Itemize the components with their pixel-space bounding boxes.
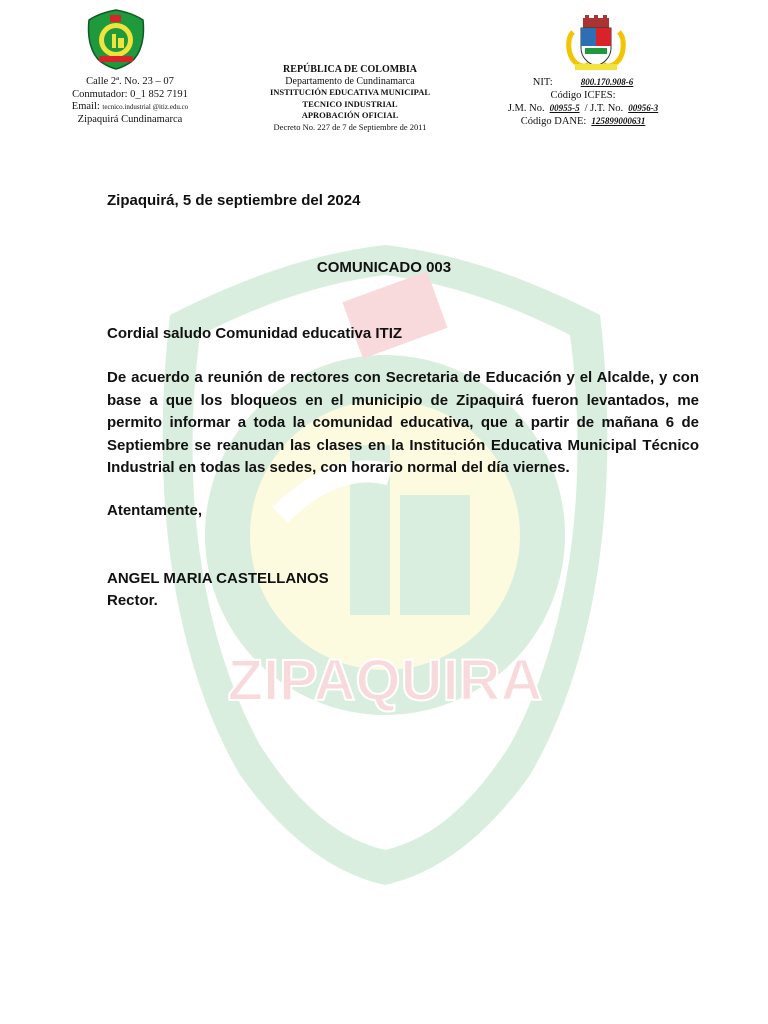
country: REPÚBLICA DE COLOMBIA: [283, 64, 417, 75]
watermark-label: ZIPAQUIRA: [227, 648, 543, 713]
letter-closing: Atentamente,: [107, 502, 203, 519]
header-contact-block: [20, 76, 240, 126]
dane-row: [478, 115, 688, 128]
school-shield-logo-icon: [85, 8, 147, 70]
dane-label: Código DANE:: [520, 116, 587, 127]
letter-title: COMUNICADO 003: [316, 259, 452, 276]
jm-value: 00955-5: [549, 103, 580, 113]
jt-value: 00956-3: [628, 103, 659, 113]
dane-value: 125899000631: [591, 116, 646, 126]
nit-label: NIT:: [532, 77, 553, 88]
signature-block: [107, 568, 329, 612]
header-institution-block: [215, 64, 485, 133]
letter-date: Zipaquirá, 5 de septiembre del 2024: [107, 192, 361, 209]
institution-type: TECNICO INDUSTRIAL: [302, 98, 398, 109]
icfes-label: Código ICFES:: [550, 90, 616, 101]
municipal-coat-of-arms-icon: [565, 14, 627, 72]
department: Departamento de Cundinamarca: [285, 75, 415, 87]
nit-value: 800.170.908-6: [580, 77, 634, 87]
nit-row: [478, 76, 688, 89]
address: Calle 2ª. No. 23 – 07: [86, 76, 174, 87]
email-label: Email:: [71, 101, 100, 112]
email-address[interactable]: tecnico.industrial @itiz.edu.co: [102, 103, 189, 111]
city: Zipaquirá Cundinamarca: [77, 113, 183, 125]
phone: Conmutador: 0_1 852 7191: [72, 88, 188, 100]
letter-greeting: Cordial saludo Comunidad educativa ITIZ: [107, 325, 403, 342]
jt-label: / J.T. No.: [584, 103, 624, 114]
decree: Decreto No. 227 de 7 de Septiembre de 2011: [273, 121, 427, 132]
email-line: [20, 101, 240, 114]
jm-label: J.M. No.: [507, 103, 545, 114]
letter-paragraph: De acuerdo a reunión de rectores con Secretaria de Educación y el Alcalde, y con base a que los bloqueos en el municipio de Zipaquirá fueron levantados, me permito informar a toda la comunidad educativa, que a partir de mañana 6 de Septiembre se reanudan las clases en la Institución Educativa Municipal Técnico Industrial en todas las sedes, con horario normal del día viernes.: [107, 369, 699, 476]
institution-name: INSTITUCIÓN EDUCATIVA MUNICIPAL: [269, 87, 431, 97]
signer-title: Rector.: [107, 592, 158, 609]
jm-jt-row: [478, 102, 688, 115]
signer-name: ANGEL MARIA CASTELLANOS: [107, 570, 329, 587]
header-codes-block: [478, 76, 688, 128]
approval: APROBACIÓN OFICIAL: [301, 110, 399, 120]
